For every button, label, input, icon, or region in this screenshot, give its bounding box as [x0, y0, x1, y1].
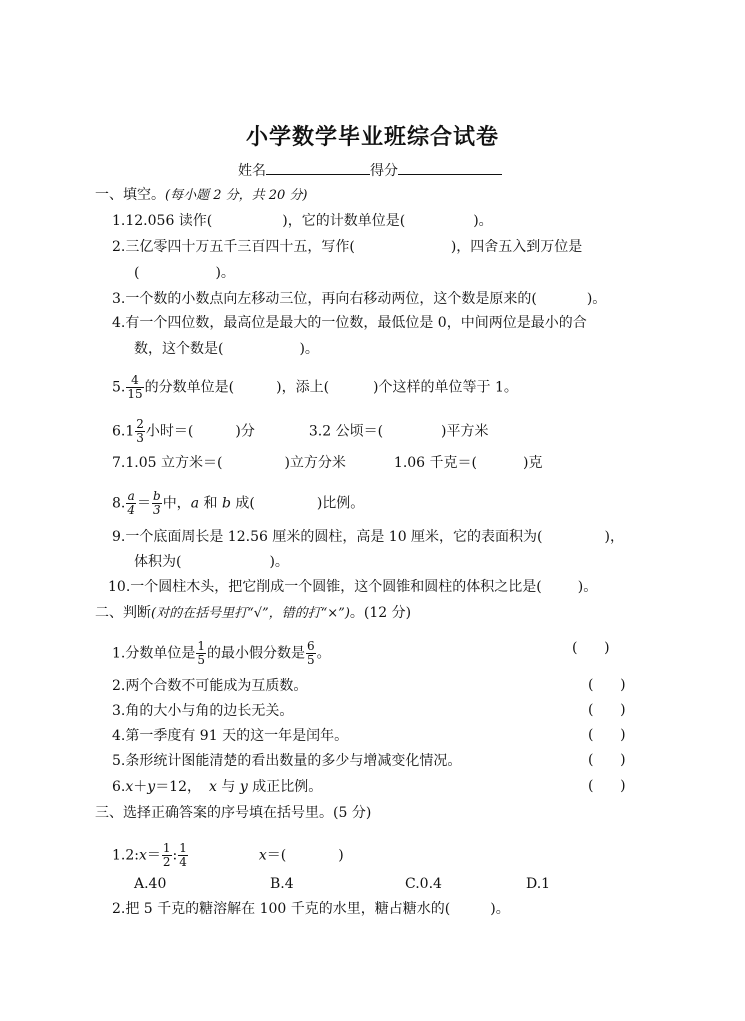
variable: y — [147, 779, 156, 795]
question-text: 角的大小与角的边长无关。 — [125, 703, 294, 719]
question-text: 1.05 立方米＝( — [125, 455, 223, 471]
question-text: 中， — [162, 495, 191, 512]
question-text: 有一个四位数，最高位是最大的一位数，最低位是 0，中间两位是最小的合 — [125, 315, 587, 331]
equals-sign: ＝ — [146, 847, 161, 864]
fraction: $\frac{a}{4}$ — [127, 489, 135, 517]
question-text: )克 — [523, 455, 543, 471]
question-text: 成正比例。 — [247, 779, 323, 795]
s1-question-9 — [112, 528, 624, 546]
s1-question-5 — [112, 374, 518, 401]
answer-paren[interactable]: ( ) — [572, 640, 610, 656]
s1-question-2-cont — [134, 264, 235, 282]
question-text: 的分数单位是( — [144, 379, 235, 396]
s1-question-4 — [112, 314, 587, 332]
s2-question-4 — [112, 727, 348, 745]
question-text: 条形统计图能清楚的看出数量的多少与增减变化情况。 — [125, 753, 462, 769]
fraction: $\frac{1}{4}$ — [179, 841, 187, 869]
question-text: 一个数的小数点向左移动三位，再向右移动两位，这个数是原来的( — [125, 291, 537, 307]
option-b[interactable]: B.4 — [270, 876, 294, 892]
variable: b — [221, 495, 231, 512]
s2-question-6 — [112, 778, 322, 796]
name-label: 姓名 — [238, 163, 266, 179]
question-text: )。 — [490, 901, 510, 917]
name-field[interactable] — [266, 160, 370, 175]
name-score-line — [238, 160, 502, 180]
question-number: 5. — [112, 379, 126, 396]
option-c[interactable]: C.0.4 — [405, 876, 442, 892]
s1-question-3 — [112, 290, 606, 308]
question-number: 9. — [112, 529, 126, 545]
variable: y — [239, 779, 248, 795]
question-text: 把 5 千克的糖溶解在 100 千克的水里，糖占糖水的( — [125, 901, 451, 917]
s3-question-2 — [112, 900, 510, 918]
question-text: 成( — [230, 495, 255, 512]
question-text: )。 — [586, 291, 607, 307]
score-field[interactable] — [398, 160, 502, 175]
question-number: 7. — [112, 455, 126, 471]
question-text: )。 — [577, 579, 598, 595]
question-text: 数，这个数是( — [134, 341, 224, 357]
question-number: 4. — [112, 315, 126, 331]
question-text: 小时＝( — [145, 423, 194, 440]
mixed-whole: 1 — [125, 423, 135, 440]
section3-heading: 三、选择正确答案的序号填在括号里。(5 分) — [95, 805, 372, 821]
question-number: 2. — [112, 901, 126, 917]
variable: x — [138, 847, 147, 864]
s2-question-1 — [112, 640, 331, 667]
question-text: 的最小假分数是 — [207, 645, 305, 662]
question-text: 和 — [199, 495, 222, 512]
question-text: )， — [604, 529, 624, 545]
section1-heading — [95, 186, 308, 205]
section2-title: 二、判断 — [95, 605, 151, 621]
score-label: 得分 — [370, 163, 398, 179]
fraction: $\frac{6}{5}$ — [307, 639, 315, 667]
s1-question-8 — [112, 490, 364, 517]
question-text: 2: — [125, 847, 139, 864]
question-text: ＝12， — [155, 779, 202, 795]
section1-note: (每小题 2 分，共 20 分) — [165, 188, 308, 203]
question-text: )，它的计数单位是( — [282, 213, 406, 229]
answer-paren[interactable]: ( ) — [588, 677, 626, 693]
fraction: $\frac{4}{15}$ — [127, 373, 143, 401]
answer-paren[interactable]: ( ) — [588, 778, 626, 794]
s2-question-5 — [112, 752, 461, 770]
question-number: 10. — [108, 579, 131, 595]
question-text: 一个圆柱木头，把它削成一个圆锥，这个圆锥和圆柱的体积之比是( — [130, 579, 542, 595]
variable: a — [190, 495, 200, 512]
question-text: )。 — [269, 554, 289, 570]
question-number: 3. — [112, 703, 126, 719]
question-text: 1.06 千克＝( — [393, 455, 478, 471]
question-text: 两个合数不可能成为互质数。 — [125, 678, 308, 694]
section2-score: 。(12 分) — [349, 605, 412, 621]
question-number: 1. — [112, 213, 126, 229]
question-text: 。 — [316, 645, 331, 662]
s1-question-2 — [112, 238, 582, 256]
section1-title: 一、填空。 — [95, 187, 165, 203]
option-d[interactable]: D.1 — [526, 876, 551, 892]
question-number: 4. — [112, 728, 126, 744]
s1-question-7 — [112, 454, 542, 472]
question-text: )分 — [235, 423, 255, 440]
question-number: 3. — [112, 291, 126, 307]
question-text: 12.056 读作( — [125, 213, 213, 229]
answer-paren[interactable]: ( ) — [588, 702, 626, 718]
s3-question-1 — [112, 842, 344, 869]
question-text: )。 — [299, 341, 319, 357]
page-title: 小学数学毕业班综合试卷 — [245, 124, 499, 150]
s1-question-10 — [108, 578, 597, 596]
section2-note: (对的在括号里打“√”，错的打“×”) — [151, 606, 350, 621]
question-text: 三亿零四十万五千三百四十五，写作( — [125, 239, 355, 255]
s1-question-1 — [112, 212, 493, 230]
question-text: )。 — [473, 213, 493, 229]
s1-question-4-cont — [134, 340, 319, 358]
question-number: 1. — [112, 847, 126, 864]
plus-sign: ＋ — [133, 779, 148, 795]
question-text: 体积为( — [134, 554, 182, 570]
s1-question-6 — [112, 418, 489, 445]
section2-heading — [95, 604, 411, 623]
question-text: ) — [338, 847, 344, 864]
question-number: 8. — [112, 495, 126, 512]
variable: x — [258, 847, 267, 864]
question-number: 6. — [112, 423, 126, 440]
fraction: $\frac{1}{2}$ — [162, 841, 171, 869]
question-text: ＝( — [266, 847, 287, 864]
question-text: 一个底面周长是 12.56 厘米的圆柱，高是 10 厘米，它的表面积为( — [125, 529, 543, 545]
question-text: )平方米 — [441, 423, 489, 440]
fraction: $\frac{1}{5}$ — [197, 639, 205, 667]
variable: x — [209, 779, 217, 795]
answer-paren[interactable]: ( ) — [588, 752, 626, 768]
variable: x — [125, 779, 134, 795]
question-text: )，四舍五入到万位是 — [450, 239, 583, 255]
s1-question-9-cont — [134, 553, 289, 571]
question-text: 与 — [216, 779, 240, 795]
question-text: )个这样的单位等于 1。 — [373, 379, 518, 396]
answer-paren[interactable]: ( ) — [588, 727, 626, 743]
question-text: )立方分米 — [284, 455, 346, 471]
s2-question-2 — [112, 677, 307, 695]
ratio-colon: : — [172, 847, 178, 864]
fraction: $\frac{2}{3}$ — [136, 417, 144, 445]
question-text: 分数单位是 — [125, 645, 196, 662]
question-number: 5. — [112, 753, 126, 769]
question-text: )。 — [215, 265, 235, 281]
option-a[interactable]: A.40 — [134, 876, 167, 892]
question-text: )比例。 — [316, 495, 365, 512]
question-text: ( — [134, 265, 140, 281]
fraction: $\frac{b}{3}$ — [153, 489, 161, 517]
question-text: 第一季度有 91 天的这一年是闰年。 — [125, 728, 349, 744]
question-number: 2. — [112, 678, 126, 694]
question-number: 1. — [112, 645, 126, 662]
equals-sign: ＝ — [137, 495, 151, 512]
question-number: 2. — [112, 239, 126, 255]
question-text: )，添上( — [276, 379, 330, 396]
question-text: 3.2 公顷＝( — [308, 423, 384, 440]
s2-question-3 — [112, 702, 293, 720]
question-number: 6. — [112, 779, 126, 795]
